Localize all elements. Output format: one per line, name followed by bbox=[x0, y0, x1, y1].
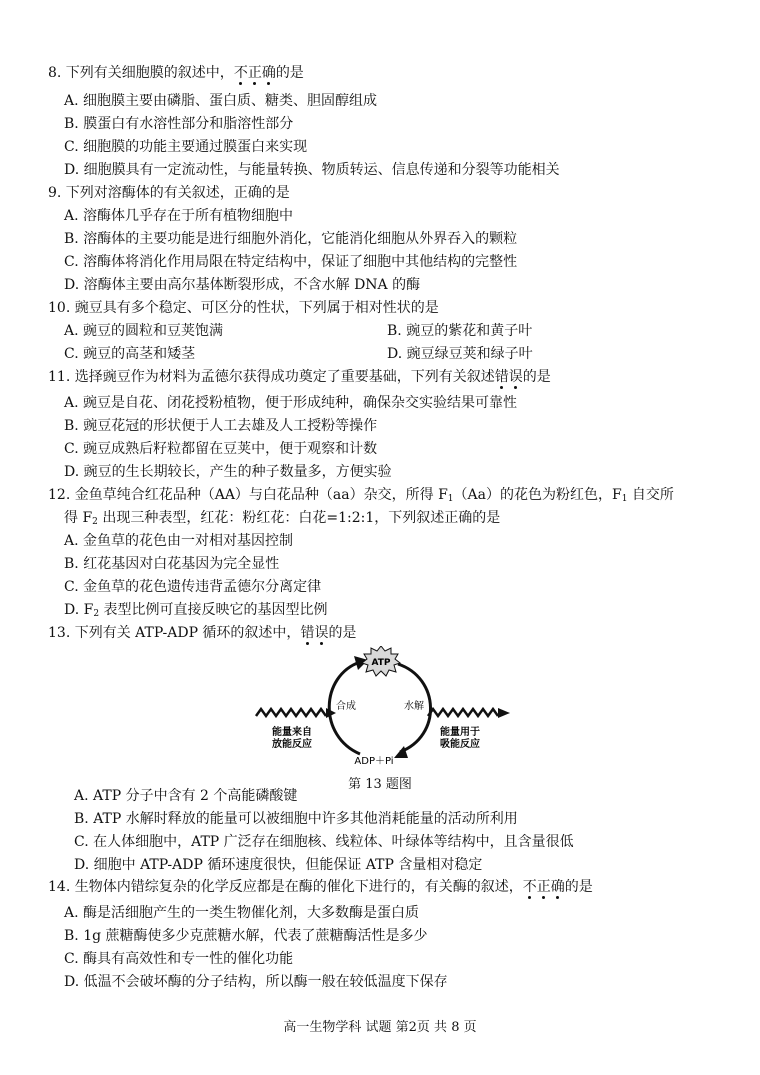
question-10-option-c: C. 豌豆的高茎和矮茎 bbox=[64, 346, 196, 362]
question-14-option-d: D. 低温不会破坏酶的分子结构，所以酶一般在较低温度下保存 bbox=[64, 974, 448, 990]
question-9-stem: 9. 下列对溶酶体的有关叙述，正确的是 bbox=[48, 185, 290, 201]
question-11-option-c: C. 豌豆成熟后籽粒都留在豆荚中，便于观察和计数 bbox=[64, 441, 378, 457]
right-energy-arrowhead bbox=[498, 708, 510, 718]
hydrolysis-label: 水解 bbox=[404, 701, 424, 712]
question-10-option-d: D. 豌豆绿豆荚和绿子叶 bbox=[387, 346, 533, 362]
figure-13-caption: 第 13 题图 bbox=[348, 777, 412, 792]
question-13-option-a: A. ATP 分子中含有 2 个高能磷酸键 bbox=[74, 788, 298, 804]
page-footer: 高一生物学科 试题 第2页 共 8 页 bbox=[283, 1020, 477, 1035]
left-energy-arrow bbox=[256, 709, 326, 716]
synthesis-label: 合成 bbox=[336, 701, 356, 712]
adp-pi-label: ADP＋Pi bbox=[354, 756, 394, 767]
right-energy-arrow bbox=[428, 709, 498, 716]
question-11-option-d: D. 豌豆的生长期较长，产生的种子数量多，方便实验 bbox=[64, 464, 392, 480]
question-14-option-b: B. 1g 蔗糖酶使多少克蔗糖水解，代表了蔗糖酶活性是多少 bbox=[64, 928, 428, 944]
question-12-option-c: C. 金鱼草的花色遗传违背孟德尔分离定律 bbox=[64, 579, 322, 595]
question-12-option-b: B. 红花基因对白花基因为完全显性 bbox=[64, 556, 280, 572]
question-8-option-d: D. 细胞膜具有一定流动性，与能量转换、物质转运、信息传递和分裂等功能相关 bbox=[64, 162, 560, 178]
question-8-option-b: B. 膜蛋白有水溶性部分和脂溶性部分 bbox=[64, 116, 294, 132]
question-12-option-a: A. 金鱼草的花色由一对相对基因控制 bbox=[64, 533, 294, 549]
question-12-option-d: D. $F_2$ 表型比例可直接反映它的基因型比例 bbox=[64, 602, 328, 619]
question-14-option-c: C. 酶具有高效性和专一性的催化功能 bbox=[64, 951, 294, 967]
question-10-option-b: B. 豌豆的紫花和黄子叶 bbox=[387, 323, 533, 339]
question-11-option-a: A. 豌豆是自花、闭花授粉植物，便于形成纯种，确保杂交实验结果可靠性 bbox=[64, 395, 518, 411]
question-9-option-b: B. 溶酶体的主要功能是进行细胞外消化，它能消化细胞从外界吞入的颗粒 bbox=[64, 231, 518, 247]
question-13-option-d: D. 细胞中 ATP-ADP 循环速度很快，但能保证 ATP 含量相对稳定 bbox=[74, 857, 483, 873]
question-13-stem: 13. 下列有关 ATP-ADP 循环的叙述中，错误的是 bbox=[48, 625, 357, 641]
question-13-option-c: C. 在人体细胞中，ATP 广泛存在细胞核、线粒体、叶绿体等结构中，且含量很低 bbox=[74, 834, 574, 850]
question-8-stem: 8. 下列有关细胞膜的叙述中，不正确的是 bbox=[48, 65, 304, 81]
question-9-option-d: D. 溶酶体主要由高尔基体断裂形成，不含水解 DNA 的酶 bbox=[64, 277, 421, 293]
energy-use-label-2: 吸能反应 bbox=[440, 739, 480, 750]
question-14-stem: 14. 生物体内错综复杂的化学反应都是在酶的催化下进行的，有关酶的叙述，不正确的是 bbox=[48, 879, 593, 895]
atp-label: ATP bbox=[371, 658, 391, 668]
question-12-stem-line1: 12. 金鱼草纯合红花品种（AA）与白花品种（aa）杂交，所得 $F_1(Aa)$的花色为粉红色，$F_1$ 自交所 bbox=[48, 487, 674, 504]
question-8-option-c: C. 细胞膜的功能主要通过膜蛋白来实现 bbox=[64, 139, 308, 155]
question-8-option-a: A. 细胞膜主要由磷脂、蛋白质、糖类、胆固醇组成 bbox=[64, 93, 378, 109]
question-11-stem: 11. 选择豌豆作为材料为孟德尔获得成功奠定了重要基础，下列有关叙述错误的是 bbox=[48, 369, 551, 385]
question-10-option-a: A. 豌豆的圆粒和豆荚饱满 bbox=[64, 323, 224, 339]
energy-use-label-1: 能量用于 bbox=[440, 727, 480, 738]
question-13-option-b: B. ATP 水解时释放的能量可以被细胞中许多其他消耗能量的活动所利用 bbox=[74, 811, 518, 827]
energy-source-label-1: 能量来自 bbox=[272, 727, 312, 738]
question-9-option-c: C. 溶酶体将消化作用局限在特定结构中，保证了细胞中其他结构的完整性 bbox=[64, 254, 518, 270]
energy-source-label-2: 放能反应 bbox=[272, 739, 312, 750]
question-14-option-a: A. 酶是活细胞产生的一类生物催化剂，大多数酶是蛋白质 bbox=[64, 905, 420, 921]
atp-adp-cycle-diagram bbox=[250, 646, 520, 796]
question-12-stem-line2: 得 $F_2$ 出现三种表型，红花：粉红花：白花=1:2:1，下列叙述正确的是 bbox=[64, 510, 501, 527]
question-11-option-b: B. 豌豆花冠的形状便于人工去雄及人工授粉等操作 bbox=[64, 418, 378, 434]
question-9-option-a: A. 溶酶体几乎存在于所有植物细胞中 bbox=[64, 208, 294, 224]
question-10-stem: 10. 豌豆具有多个稳定、可区分的性状，下列属于相对性状的是 bbox=[48, 300, 439, 316]
